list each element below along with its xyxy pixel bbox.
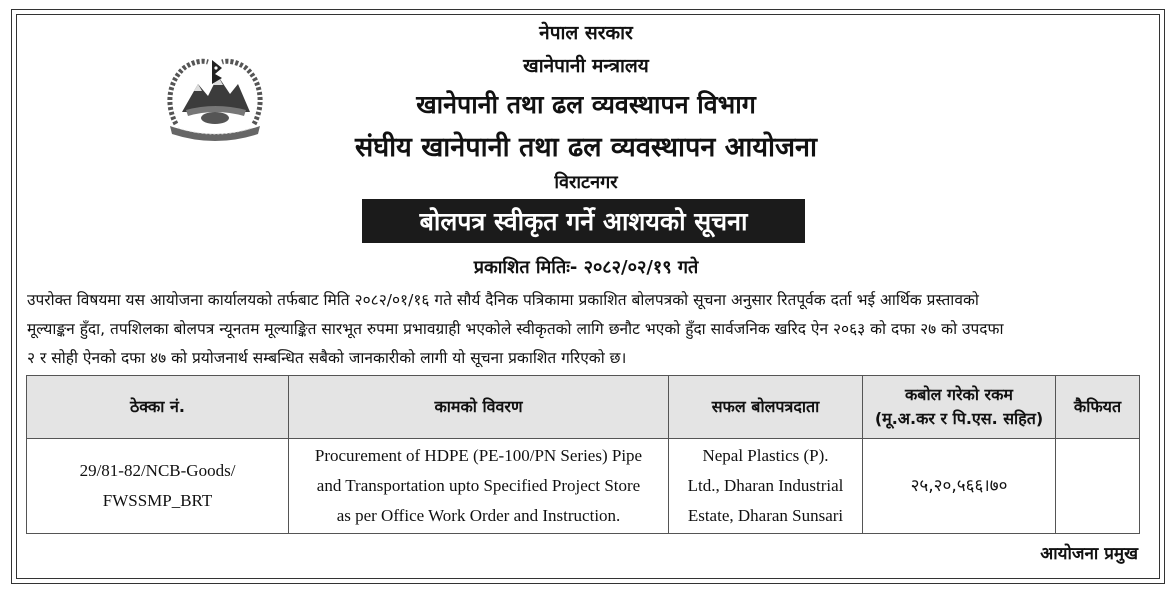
col-header-amount (863, 376, 1056, 439)
col-header-contract-no: ठेक्का नं. (27, 376, 289, 439)
cell-line: Estate, Dharan Sunsari (687, 506, 844, 525)
header-line-ministry: खानेपानी मन्त्रालय (523, 55, 649, 77)
signer-title: आयोजना प्रमुख (1040, 544, 1138, 564)
cell-remarks (1056, 439, 1140, 534)
notice-body-line: उपरोक्त विषयमा यस आयोजना कार्यालयको तर्फबाट मिति २०८२/०१/१६ गते सौर्य दैनिक पत्रिकामा प्रकाशित बोलपत्रको सूचना अनुसार रितपूर्वक दर्ता भई आर्थिक प्रस्तावको (27, 291, 979, 309)
header-line-project: संघीय खानेपानी तथा ढल व्यवस्थापन आयोजना (354, 132, 818, 163)
header-line-location: विराटनगर (554, 172, 618, 193)
cell-contract-no (27, 439, 289, 534)
notice-body-line: २ र सोही ऐनको दफा ४७ को प्रयोजनार्थ सम्बन्धित सबैको जानकारीको लागी यो सूचना प्रकाशित गरिएको छ। (27, 349, 627, 367)
cell-amount: २५,२०,५६६।७० (863, 439, 1056, 534)
cell-bidder (669, 439, 863, 534)
cell-line: and Transportation upto Specified Project Store (316, 476, 641, 495)
cell-line: Nepal Plastics (P). (702, 446, 829, 465)
col-header-amount-line: (मू.अ.कर र पि.एस. सहित) (874, 409, 1044, 428)
cell-line: 29/81-82/NCB-Goods/ (79, 461, 236, 480)
cell-line: Ltd., Dharan Industrial (687, 476, 844, 495)
table-header-row (27, 376, 1140, 439)
notice-body (27, 286, 1145, 373)
cell-description (289, 439, 669, 534)
award-table (26, 375, 1140, 534)
published-date: प्रकाशित मितिः- २०८२/०२/१९ गते (473, 257, 699, 278)
table-row (27, 439, 1140, 534)
notice-body-line: मूल्याङ्कन हुँदा, तपशिलका बोलपत्र न्यूनतम मूल्याङ्कित सारभूत रुपमा प्रभावग्राही भएकोले स्वीकृतको लागि छनौट भएको हुँदा सार्वजनिक खरिद ऐन २०६३ को दफा २७ को उपदफा (27, 320, 1004, 338)
notice-title-banner (362, 199, 805, 243)
col-header-description: कामको विवरण (289, 376, 669, 439)
cell-line: Procurement of HDPE (PE-100/PN Series) Pipe (314, 446, 643, 465)
cell-line: as per Office Work Order and Instruction. (336, 506, 621, 525)
notice-title: बोलपत्र स्वीकृत गर्ने आशयको सूचना (419, 207, 748, 236)
col-header-bidder: सफल बोलपत्रदाता (669, 376, 863, 439)
col-header-remarks: कैफियत (1056, 376, 1140, 439)
col-header-amount-line: कबोल गरेको रकम (905, 385, 1013, 404)
cell-line: FWSSMP_BRT (102, 491, 213, 510)
header-line-government: नेपाल सरकार (539, 22, 633, 44)
header-line-department: खानेपानी तथा ढल व्यवस्थापन विभाग (416, 90, 756, 119)
